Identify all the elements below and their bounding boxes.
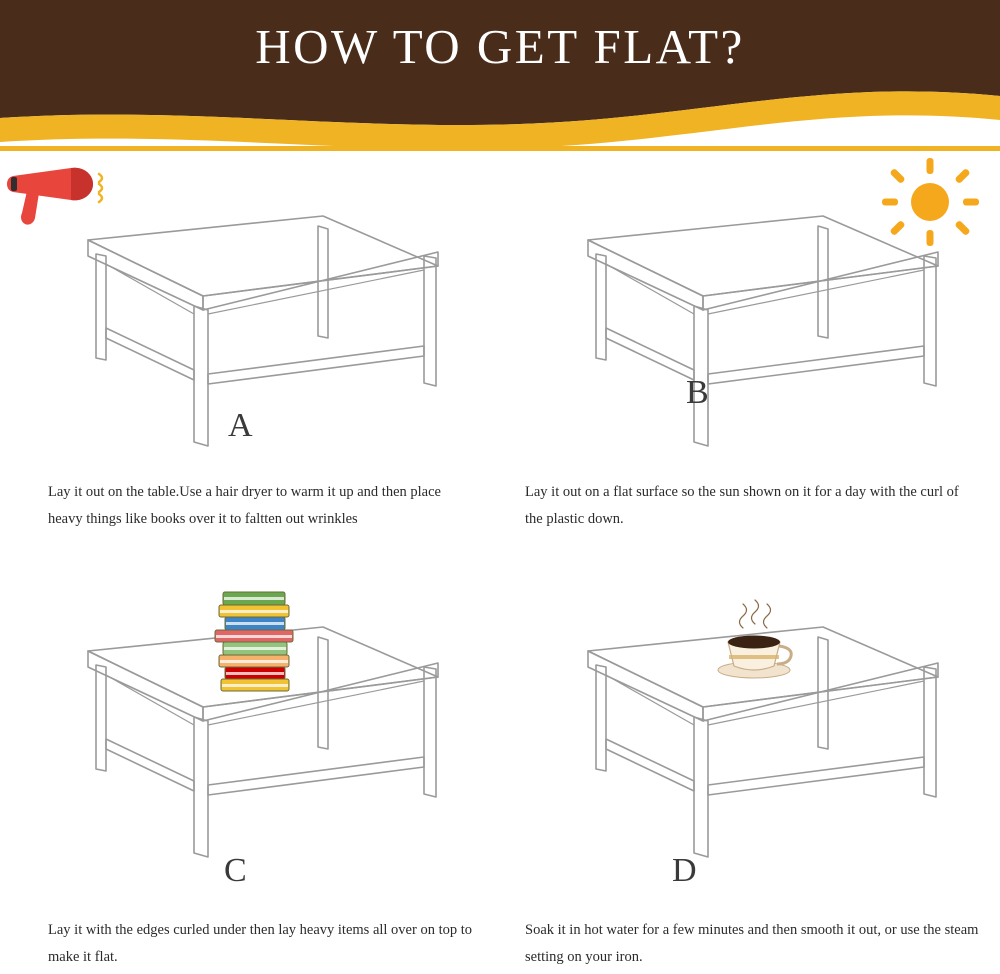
- sun-icon: [878, 152, 983, 247]
- panel-d: [500, 563, 1000, 974]
- panel-letter-d: D: [672, 852, 697, 889]
- header-banner: [0, 0, 1000, 152]
- panel-caption-c: Lay it with the edges curled under then lay heavy items all over on top to make it flat.: [48, 922, 473, 965]
- panel-caption-b: Lay it out on a flat surface so the sun shown on it for a day with the curl of the plastic down.: [525, 484, 959, 527]
- panel-grid: [0, 152, 1000, 974]
- hairdryer-icon: [5, 160, 125, 230]
- panel-b: [500, 152, 1000, 563]
- panel-letter-c: C: [224, 852, 247, 889]
- page-title: HOW TO GET FLAT?: [255, 19, 745, 74]
- panel-c: [0, 563, 500, 974]
- panel-letter-a: A: [228, 407, 253, 444]
- panel-a: [0, 152, 500, 563]
- panel-caption-d: Soak it in hot water for a few minutes and then smooth it out, or use the steam setting on your iron.: [525, 922, 979, 965]
- panel-letter-b: B: [686, 374, 709, 411]
- coffee-cup-icon: [710, 598, 800, 683]
- books-icon: [205, 588, 310, 698]
- panel-caption-a: Lay it out on the table.Use a hair dryer to warm it up and then place heavy things like books over it to faltten out wrinkles: [48, 484, 441, 527]
